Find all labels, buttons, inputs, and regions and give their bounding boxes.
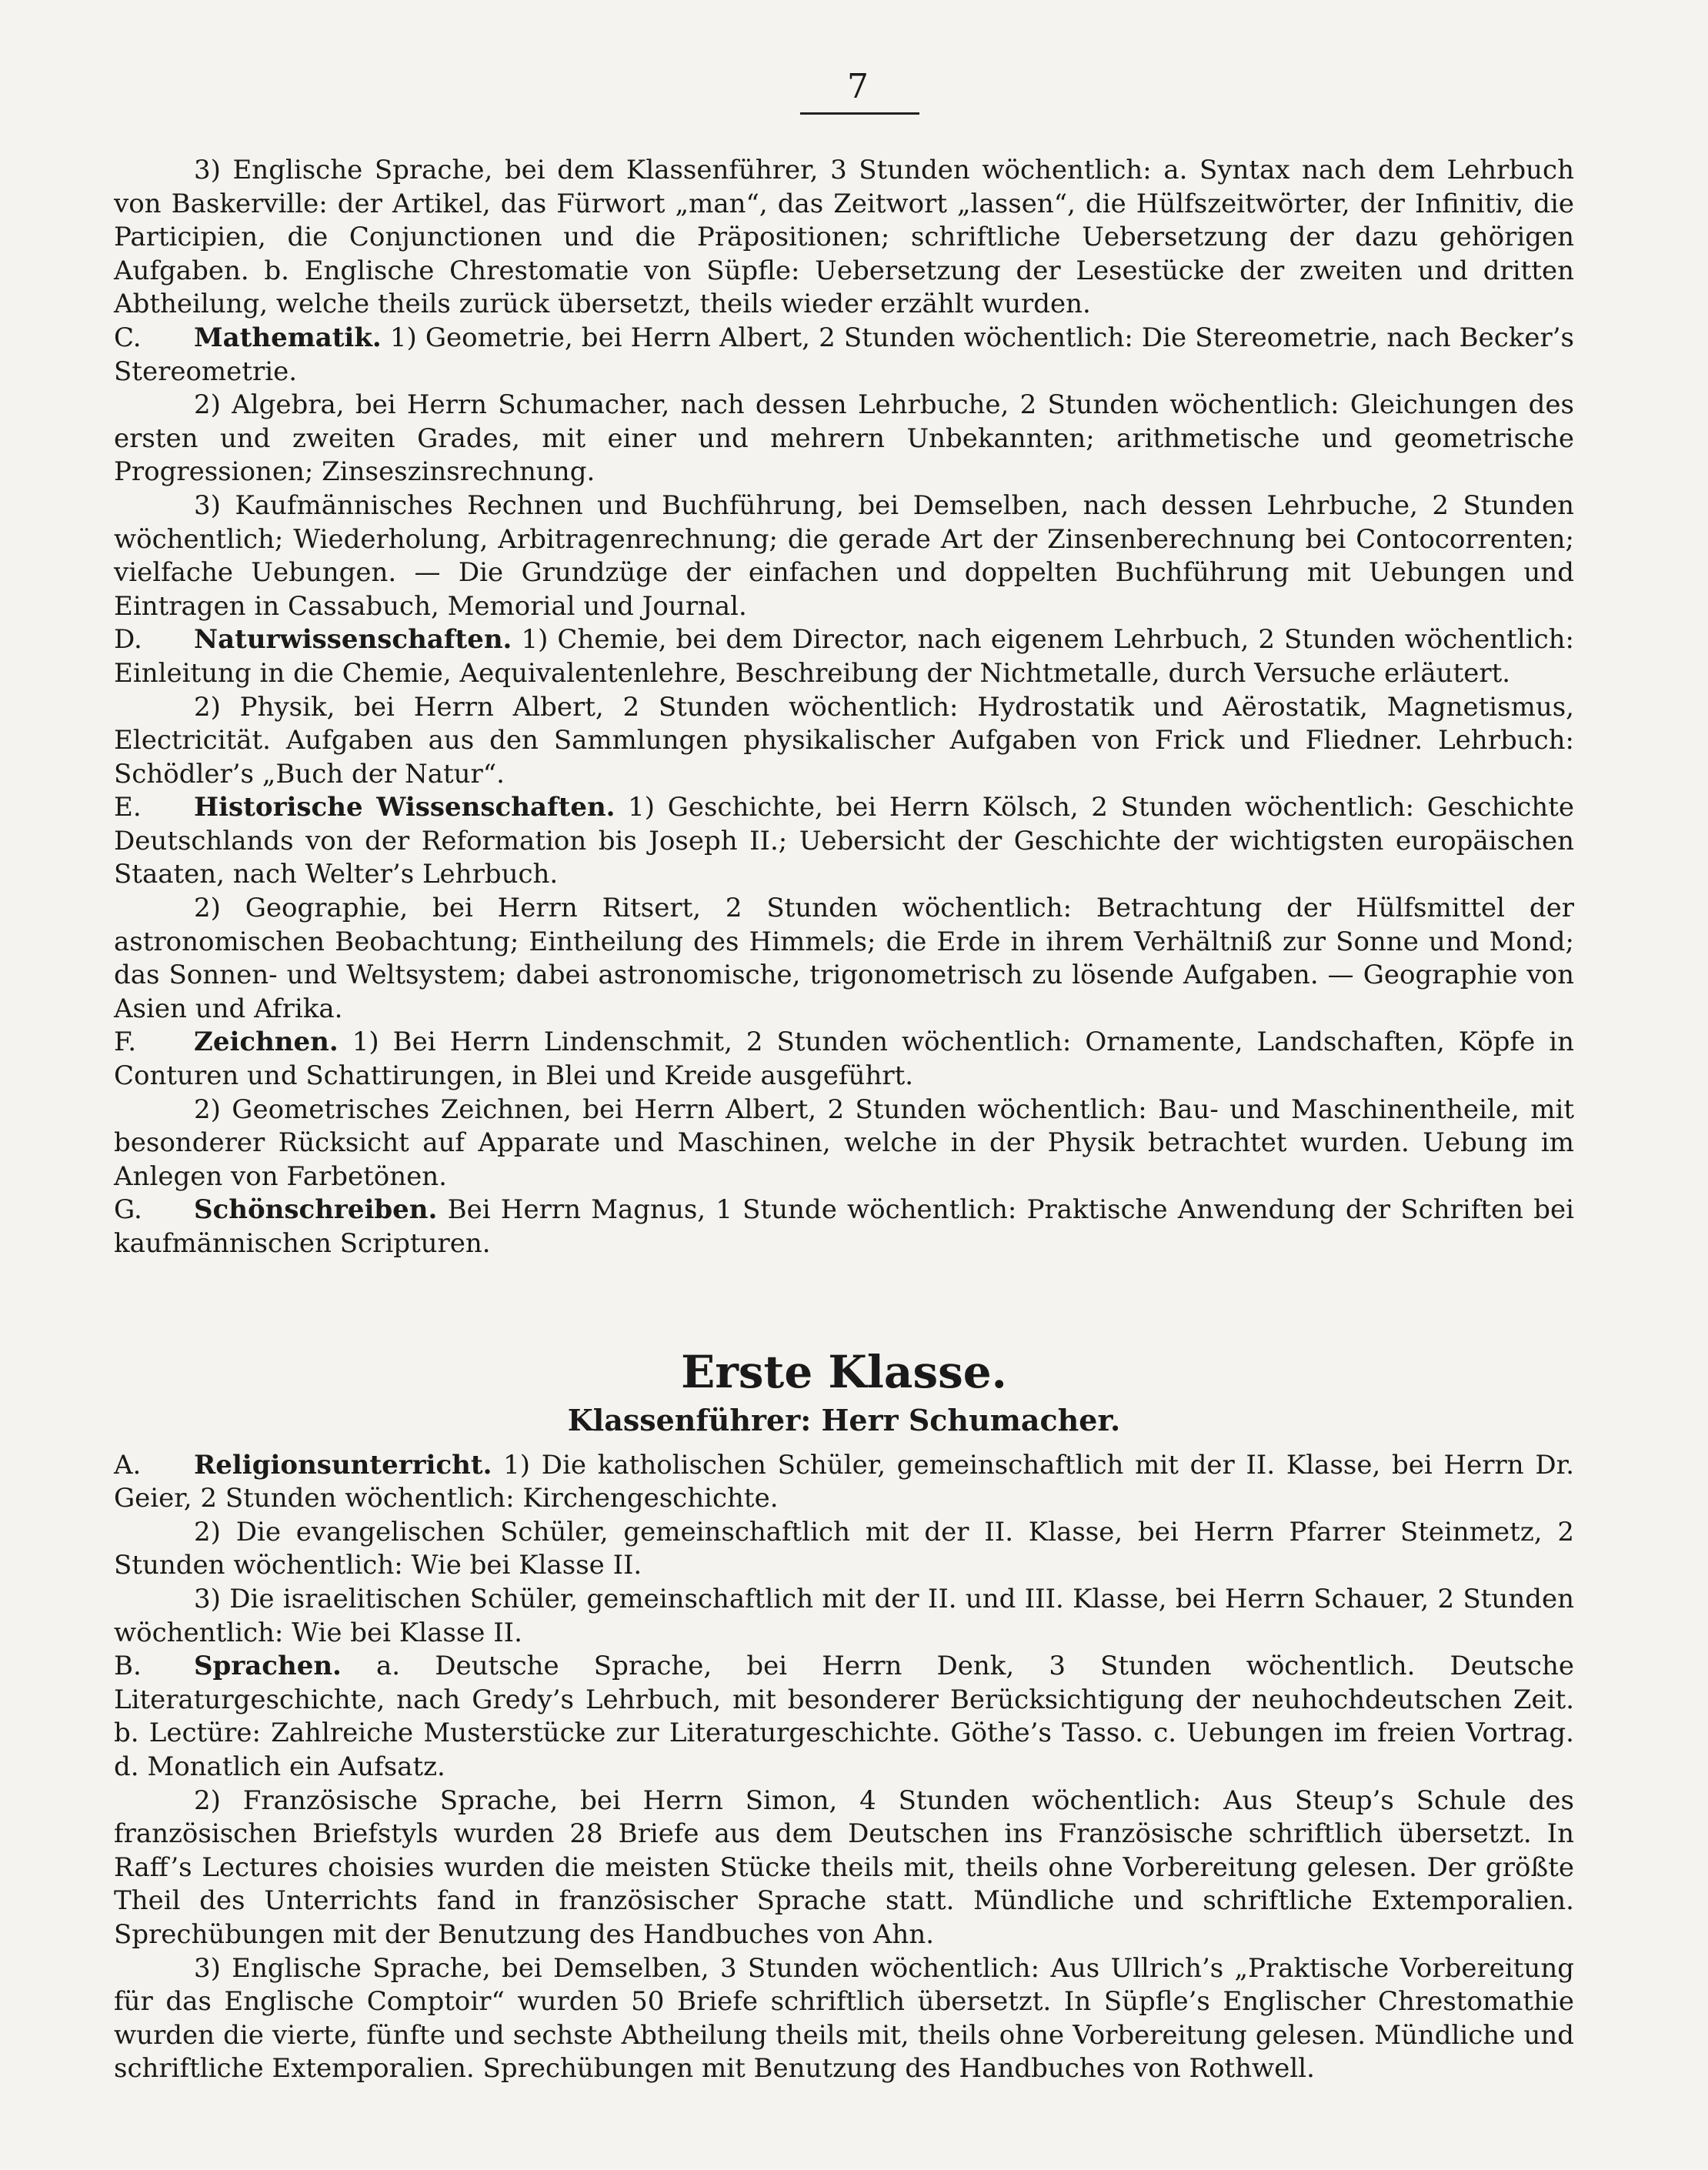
paragraph-text: 1) Chemie, bei dem Director, nach eigenem Lehrbuch, 2 Stunden wöchentlich: Einleitung in die Chemie, Aequivalentenlehre, Beschreibung der Nichtmetalle, durch Versuche erläutert. bbox=[114, 624, 1574, 689]
paragraph-text: 1) Geschichte, bei Herrn Kölsch, 2 Stunden wöchentlich: Geschichte Deutschlands von der Reformation bis Joseph II.; Uebersicht der Geschichte der wichtigsten europäischen Staaten, nach Welter’s Lehrbuch. bbox=[114, 792, 1574, 890]
paragraph-text: 3) Englische Sprache, bei dem Klassenführer, 3 Stunden wöchentlich: a. Syntax nach dem Lehrbuch von Baskerville: der Artikel, das Fürwort „man“, das Zeitwort „lassen“, die Hülfszeitwörter, der Infinitiv, die Participien, die Conjunctionen und die Präpositionen; schriftliche Uebersetzung der dazu gehörigen Aufgaben. b. Englische Chrestomatie von Süpfle: Uebersetzung der Lesestücke der zweiten und dritten Abtheilung, welche theils zurück übersetzt, theils wieder erzählt wurden. bbox=[114, 155, 1574, 320]
class-leader: Klassenführer: Herr Schumacher. bbox=[567, 1402, 1121, 1437]
subject-heading: Zeichnen. bbox=[194, 1027, 339, 1058]
paragraph-text: Bei Herrn Magnus, 1 Stunde wöchentlich: Praktische Anwendung der Schriften bei kaufmännischen Scripturen. bbox=[114, 1194, 1574, 1259]
section-label: B. bbox=[114, 1651, 142, 1682]
class-title: Erste Klasse. bbox=[681, 1345, 1007, 1398]
paragraph-text: 2) Die evangelischen Schüler, gemeinschaftlich mit der II. Klasse, bei Herrn Pfarrer Steinmetz, 2 Stunden wöchentlich: Wie bei Klasse II. bbox=[114, 1516, 1574, 1581]
paragraph-text: 2) Französische Sprache, bei Herrn Simon, 4 Stunden wöchentlich: Aus Steup’s Schule des französischen Briefstyls wurden 28 Briefe aus dem Deutschen ins Französische schriftlich übersetzt. In Raff’s Lectures choisies wurden die meisten Stücke theils mit, theils ohne Vorbereitung gelesen. Der größte Theil des Unterrichts fand in französischer Sprache statt. Mündliche und schriftliche Extemporalien. Sprechübungen mit der Benutzung des Handbuches von Ahn. bbox=[114, 1784, 1574, 1950]
paragraph-geom-zeichnen bbox=[114, 1093, 1574, 1194]
paragraph-physik bbox=[114, 691, 1574, 792]
subject-heading: Schönschreiben. bbox=[194, 1194, 438, 1226]
paragraph-text: 1) Bei Herrn Lindenschmit, 2 Stunden wöchentlich: Ornamente, Landschaften, Köpfe in Conturen und Schattirungen, in Blei und Kreide ausgeführt. bbox=[114, 1027, 1574, 1092]
subject-heading: Sprachen. bbox=[194, 1651, 342, 1682]
subject-heading: Mathematik. bbox=[194, 322, 382, 353]
paragraph-naturwissenschaften bbox=[114, 623, 1574, 690]
paragraph-englisch-2 bbox=[114, 154, 1574, 322]
paragraph-englisch-1 bbox=[114, 1952, 1574, 2086]
paragraph-mathematik bbox=[114, 322, 1574, 389]
paragraph-text: 1) Die katholischen Schüler, gemeinschaftlich mit der II. Klasse, bei Herrn Dr. Geier, 2 Stunden wöchentlich: Kirchengeschichte. bbox=[114, 1449, 1574, 1514]
subject-heading: Historische Wissenschaften. bbox=[194, 792, 615, 823]
paragraph-kaufm-rechnen bbox=[114, 489, 1574, 623]
paragraph-historische bbox=[114, 791, 1574, 892]
section-label: E. bbox=[114, 792, 142, 823]
subject-heading: Religionsunterricht. bbox=[194, 1449, 492, 1481]
section-label: G. bbox=[114, 1194, 142, 1226]
paragraph-text: 2) Geometrisches Zeichnen, bei Herrn Albert, 2 Stunden wöchentlich: Bau- und Maschinentheile, mit besonderer Rücksicht auf Apparate und Maschinen, welche in der Physik betrachtet wurden. Uebung im Anlegen von Farbetönen. bbox=[114, 1093, 1574, 1192]
paragraph-text: 2) Geographie, bei Herrn Ritsert, 2 Stunden wöchentlich: Betrachtung der Hülfsmittel der astronomischen Beobachtung; Eintheilung des Himmels; die Erde in ihrem Verhältniß zur Sonne und Mond; das Sonnen- und Weltsystem; dabei astronomische, trigonometrisch zu lösende Aufgaben. — Geographie von Asien und Afrika. bbox=[114, 893, 1574, 1024]
paragraph-israelitisch bbox=[114, 1583, 1574, 1650]
section-label: C. bbox=[114, 322, 142, 353]
paragraph-schoenschreiben bbox=[114, 1194, 1574, 1260]
paragraph-evangelisch bbox=[114, 1516, 1574, 1583]
paragraph-text: 1) Geometrie, bei Herrn Albert, 2 Stunden wöchentlich: Die Stereometrie, nach Becker’s Stereometrie. bbox=[114, 322, 1574, 387]
paragraph-text: 3) Die israelitischen Schüler, gemeinschaftlich mit der II. und III. Klasse, bei Herrn Schauer, 2 Stunden wöchentlich: Wie bei Klasse II. bbox=[114, 1583, 1574, 1648]
paragraph-religion bbox=[114, 1449, 1574, 1516]
paragraph-text: 2) Physik, bei Herrn Albert, 2 Stunden wöchentlich: Hydrostatik und Aërostatik, Magnetismus, Electricität. Aufgaben aus den Sammlungen physikalischer Aufgaben von Frick und Fliedner. Lehrbuch: Schödler’s „Buch der Natur“. bbox=[114, 691, 1574, 790]
subject-heading: Naturwissenschaften. bbox=[194, 624, 512, 656]
paragraph-algebra bbox=[114, 389, 1574, 489]
spacer bbox=[114, 1441, 1574, 1449]
page-body bbox=[114, 154, 1574, 2086]
paragraph-text: a. Deutsche Sprache, bei Herrn Denk, 3 Stunden wöchentlich. Deutsche Literaturgeschichte, nach Gredy’s Lehrbuch, mit besonderer Berücksichtigung der neuhochdeutschen Zeit. b. Lectüre: Zahlreiche Musterstücke zur Literaturgeschichte. Göthe’s Tasso. c. Uebungen im freien Vortrag. d. Monatlich ein Aufsatz. bbox=[114, 1651, 1574, 1782]
spacer bbox=[114, 1261, 1574, 1344]
paragraph-geographie bbox=[114, 892, 1574, 1026]
paragraph-text: 2) Algebra, bei Herrn Schumacher, nach dessen Lehrbuche, 2 Stunden wöchentlich: Gleichungen des ersten und zweiten Grades, mit einer und mehrern Unbekannten; arithmetische und geometrische Progressionen; Zinseszinsrechnung. bbox=[114, 389, 1574, 488]
paragraph-text: 3) Englische Sprache, bei Demselben, 3 Stunden wöchentlich: Aus Ullrich’s „Praktische Vorbereitung für das Englische Comptoir“ wurden 50 Briefe schriftlich übersetzt. In Süpfle’s Englischer Chrestomathie wurden die vierte, fünfte und sechste Abtheilung theils mit, theils ohne Vorbereitung gelesen. Mündliche und schriftliche Extemporalien. Sprechübungen mit Benutzung des Handbuches von Rothwell. bbox=[114, 1952, 1574, 2085]
section-label: F. bbox=[114, 1027, 137, 1058]
section-label: A. bbox=[114, 1449, 142, 1481]
paragraph-franzoesisch bbox=[114, 1784, 1574, 1952]
paragraph-zeichnen bbox=[114, 1026, 1574, 1093]
section-label: D. bbox=[114, 624, 142, 656]
page-number: 7 bbox=[847, 67, 869, 106]
paragraph-sprachen bbox=[114, 1650, 1574, 1784]
paragraph-text: 3) Kaufmännisches Rechnen und Buchführung, bei Demselben, nach dessen Lehrbuche, 2 Stunden wöchentlich; Wiederholung, Arbitragenrechnung; die gerade Art der Zinsenberechnung bei Contocorrenten; vielfache Uebungen. — Die Grundzüge der einfachen und doppelten Buchführung mit Uebungen und Eintragen in Cassabuch, Memorial und Journal. bbox=[114, 489, 1574, 622]
header-rule bbox=[800, 112, 919, 115]
